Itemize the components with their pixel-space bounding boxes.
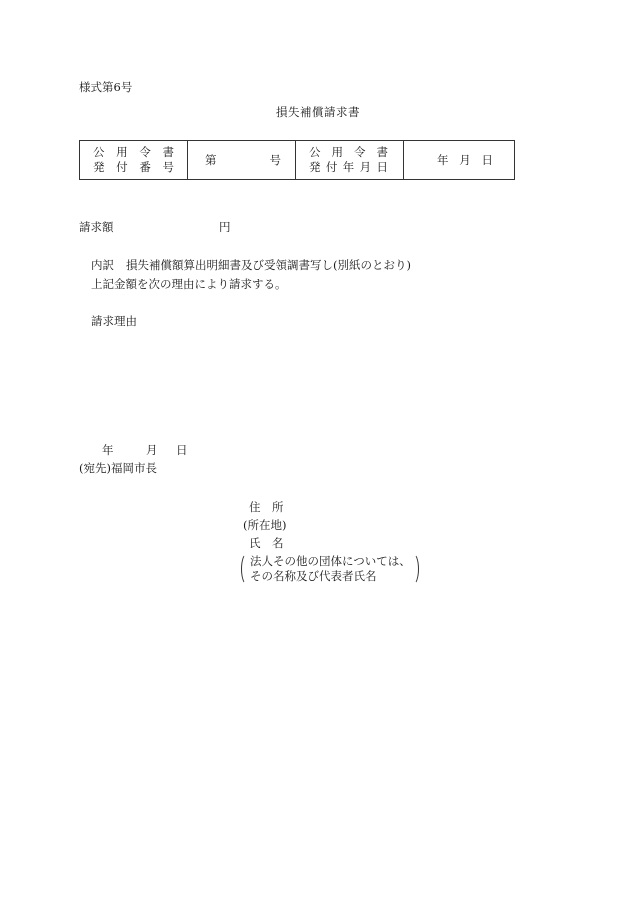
label-char: 公 [309, 145, 321, 159]
form-number: 様式第6号 [79, 80, 133, 94]
label-char: 令 [354, 145, 366, 159]
request-statement: 上記金額を次の理由により請求する。 [91, 277, 287, 291]
name-note [241, 553, 421, 585]
label-char: 用 [331, 145, 343, 159]
label-char: 付 [116, 160, 128, 174]
label-char: 書 [162, 145, 174, 159]
order-number-label-cell [80, 141, 188, 180]
reason-label: 請求理由 [91, 314, 137, 328]
label-char: 用 [116, 145, 128, 159]
label-char: 号 [162, 160, 174, 174]
label-char: 日 [376, 160, 388, 174]
number-suffix: 号 [269, 152, 281, 167]
label-char: 月 [359, 160, 372, 174]
request-date [102, 445, 188, 457]
label-char: 番 [139, 160, 151, 174]
note-line-1: 法人その他の団体については、 [250, 554, 411, 568]
amount-unit: 円 [219, 220, 231, 234]
order-number-field[interactable] [188, 141, 296, 180]
label-char: 発 [309, 160, 321, 174]
label-char: 付 [325, 160, 338, 174]
label-char: 年 [342, 160, 355, 174]
number-prefix: 第 [205, 152, 217, 167]
name-label: 氏 名 [249, 536, 284, 550]
label-char: 令 [139, 145, 151, 159]
address-label: 住 所 [249, 500, 284, 514]
month-label: 月 [459, 152, 471, 167]
breakdown-text: 損失補償額算出明細書及び受領調書写し(別紙のとおり) [126, 258, 411, 272]
day-label: 日 [176, 443, 188, 457]
issue-date-field[interactable] [404, 141, 515, 180]
breakdown-label: 内訳 [91, 258, 114, 272]
addressee: (宛先)福岡市長 [79, 461, 157, 475]
day-label: 日 [481, 152, 493, 167]
header-table [79, 140, 515, 180]
month-label: 月 [146, 443, 158, 457]
label-char: 公 [93, 145, 105, 159]
issue-date-label-cell [296, 141, 404, 180]
amount-label: 請求額 [79, 220, 114, 234]
year-label: 年 [437, 152, 449, 167]
right-paren-icon [407, 553, 419, 585]
label-char: 発 [93, 160, 105, 174]
label-char: 書 [376, 145, 388, 159]
note-line-2: その名称及び代表者氏名 [250, 569, 377, 583]
breakdown-line [91, 260, 411, 272]
location-label: (所在地) [243, 518, 287, 532]
year-label: 年 [102, 443, 114, 457]
document-title: 損失補償請求書 [276, 105, 360, 119]
